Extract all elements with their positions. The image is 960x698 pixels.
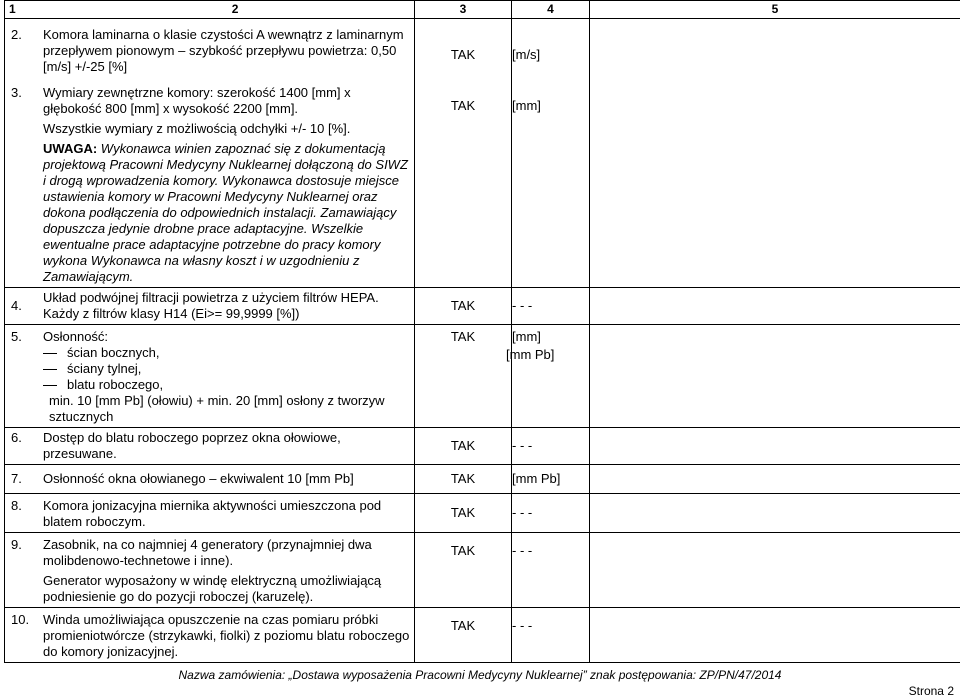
- footer: [0, 668, 960, 682]
- row-number: 4.: [11, 298, 22, 314]
- tak-value: TAK: [415, 428, 512, 465]
- tak-value: TAK: [415, 618, 511, 634]
- row-text: Układ podwójnej filtracji powietrza z użyciem filtrów HEPA. Każdy z filtrów klasy H14 (Ei>= 99,9999 [%]): [5, 288, 414, 324]
- col-header-4: 4: [512, 1, 590, 19]
- row-number: 6.: [11, 430, 22, 446]
- tak-value: TAK: [415, 494, 512, 533]
- tak-value: TAK: [415, 329, 511, 345]
- unit-value: [mm Pb]: [512, 465, 590, 494]
- desc-cell: [5, 325, 415, 428]
- row-number: 5.: [11, 329, 22, 345]
- row-number: 10.: [11, 612, 29, 628]
- desc-cell: [5, 608, 415, 663]
- table-row: [5, 428, 960, 465]
- uwaga-text: Wykonawca winien zapoznać się z dokumentacją projektową Pracowni Medycyny Nuklearnej dołączoną do SIWZ i drogą wprowadzenia komory. Wykonawca dostosuje miejsce ustawienia komory w Pracowni Medycyny Nuklearnej oraz dokona podłączenia do odpowiednich instalacji. Zamawiający dopuszcza jedynie drobne prace adaptacyjne. Wszelkie ewentualne prace adaptacyjne potrzebne do pracy komory wykona Wykonawca na własny koszt i w uzgodnieniu z Zamawiającym.: [43, 141, 408, 284]
- unit-value: [mm Pb]: [506, 347, 589, 363]
- tak-value: TAK: [415, 47, 511, 63]
- list-item: ścian bocznych,: [43, 345, 410, 361]
- table-row: [5, 494, 960, 533]
- row-number: 3.: [11, 85, 22, 101]
- col-header-3: 3: [415, 1, 512, 19]
- row-text: Winda umożliwiająca opuszczenie na czas pomiaru próbki promieniotwórcze (strzykawki, fiolki) z poziomu blatu roboczego do komory jonizacyjnej.: [5, 608, 414, 662]
- unit-value: - - -: [512, 618, 589, 634]
- table-row: [5, 465, 960, 494]
- tak-cell: [415, 608, 512, 663]
- table-row: [5, 325, 960, 428]
- tak-value: TAK: [415, 465, 512, 494]
- shielding-tail: min. 10 [mm Pb] (ołowiu) + min. 20 [mm] osłony z tworzyw sztucznych: [43, 393, 410, 425]
- dims-text: Wymiary zewnętrzne komory: szerokość 1400 [mm] x głębokość 800 [mm] x wysokość 2200 [mm].: [43, 85, 410, 117]
- table-row: [5, 19, 960, 288]
- tak-cell: [415, 19, 512, 288]
- unit-value: - - -: [512, 543, 589, 559]
- tak-value: TAK: [415, 98, 511, 114]
- unit-value: - - -: [512, 428, 590, 465]
- desc-cell: [5, 533, 415, 608]
- unit-value: [m/s]: [512, 47, 589, 63]
- page-number: Strona 2: [909, 684, 954, 698]
- table-row: [5, 608, 960, 663]
- footer-text: Nazwa zamówienia: „Dostawa wyposażenia Pracowni Medycyny Nuklearnej” znak postępowania: ZP/PN/47/2014: [179, 668, 782, 682]
- table-row: [5, 288, 960, 325]
- desc-cell: [5, 19, 415, 288]
- row-text: Dostęp do blatu roboczego poprzez okna ołowiowe, przesuwane.: [5, 428, 414, 464]
- unit-cell: [512, 533, 590, 608]
- col-header-5: 5: [590, 1, 960, 19]
- row-text: Generator wyposażony w windę elektryczną umożliwiającą podniesienie go do pozycji roboczej (karuzelę).: [43, 573, 410, 605]
- desc-cell: [5, 428, 415, 465]
- list-item: ściany tylnej,: [43, 361, 410, 377]
- row-number: 9.: [11, 537, 22, 553]
- empty-cell: [590, 494, 960, 533]
- empty-cell: [590, 608, 960, 663]
- shielding-list: [43, 345, 410, 393]
- empty-cell: [590, 288, 960, 325]
- row-text: Osłonność okna ołowianego – ekwiwalent 10 [mm Pb]: [5, 469, 414, 489]
- uwaga-label: UWAGA:: [43, 141, 97, 156]
- row-number: 8.: [11, 498, 22, 514]
- row-text: Komora jonizacyjna miernika aktywności umieszczona pod blatem roboczym.: [5, 494, 414, 532]
- col-header-1: 1 2: [5, 1, 415, 19]
- row-number: 7.: [11, 471, 22, 487]
- empty-cell: [590, 325, 960, 428]
- desc-cell: [5, 494, 415, 533]
- desc-cell: [5, 288, 415, 325]
- list-item: blatu roboczego,: [43, 377, 410, 393]
- tak-value: TAK: [415, 288, 512, 325]
- unit-cell: [512, 325, 590, 428]
- tak-value: TAK: [415, 543, 511, 559]
- unit-value: - - -: [512, 288, 590, 325]
- empty-cell: [590, 533, 960, 608]
- tolerance-text: Wszystkie wymiary z możliwością odchyłki +/- 10 [%].: [43, 121, 410, 137]
- shielding-title: Osłonność:: [43, 329, 410, 345]
- desc-cell: [5, 465, 415, 494]
- tak-cell: [415, 533, 512, 608]
- row-text: Zasobnik, na co najmniej 4 generatory (przynajmniej dwa molibdenowo-technetowe i inne).: [43, 537, 410, 569]
- table-row: [5, 533, 960, 608]
- unit-value: [mm]: [512, 329, 589, 345]
- unit-value: - - -: [512, 494, 590, 533]
- tak-cell: [415, 325, 512, 428]
- unit-value: [mm]: [512, 98, 589, 114]
- header-row: [5, 1, 960, 19]
- empty-cell: [590, 465, 960, 494]
- row-text: Komora laminarna o klasie czystości A wewnątrz z laminarnym przepływem pionowym – szybkość przepływu powietrza: 0,50 [m/s] +/-25 [%]: [5, 19, 414, 77]
- unit-cell: [512, 19, 590, 288]
- empty-cell: [590, 428, 960, 465]
- unit-cell: [512, 608, 590, 663]
- spec-table: [4, 0, 960, 663]
- empty-cell: [590, 19, 960, 288]
- row-number: 2.: [11, 27, 22, 43]
